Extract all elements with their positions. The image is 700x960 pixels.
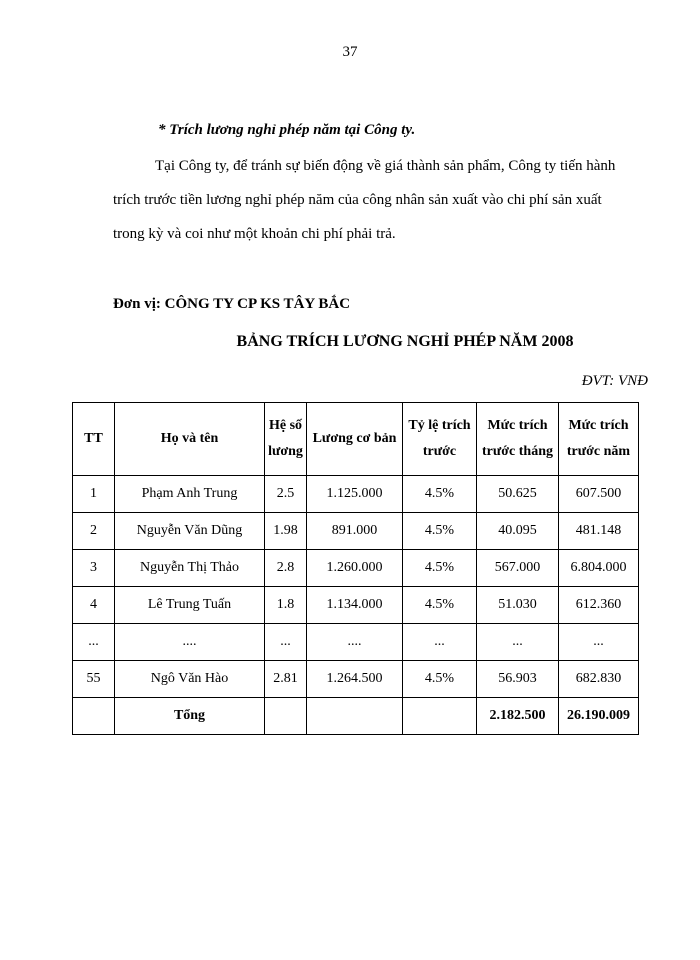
header-cell: TT bbox=[73, 403, 115, 476]
table-cell: .... bbox=[307, 624, 403, 661]
table-row bbox=[73, 624, 639, 661]
header-cell: Mức trích trước tháng bbox=[477, 403, 559, 476]
table-cell: 567.000 bbox=[477, 550, 559, 587]
table-cell: 50.625 bbox=[477, 476, 559, 513]
paragraph-line-2: trích trước tiền lương nghỉ phép năm của công nhân sản xuất vào chi phí sản xuất bbox=[113, 192, 602, 208]
table-cell: Lê Trung Tuấn bbox=[115, 587, 265, 624]
table-cell: 1.134.000 bbox=[307, 587, 403, 624]
table-cell bbox=[73, 698, 115, 735]
unit-note: ĐVT: VNĐ bbox=[581, 373, 648, 389]
table-cell bbox=[403, 698, 477, 735]
paragraph-line-1: Tại Công ty, để tránh sự biến động về giá thành sản phẩm, Công ty tiến hành bbox=[155, 158, 616, 174]
table-row bbox=[73, 476, 639, 513]
table-cell: 1.264.500 bbox=[307, 661, 403, 698]
table-row bbox=[73, 550, 639, 587]
table-cell: 1.125.000 bbox=[307, 476, 403, 513]
table-cell: 1 bbox=[73, 476, 115, 513]
table-cell: ... bbox=[73, 624, 115, 661]
table-cell bbox=[307, 698, 403, 735]
table-cell: 2.5 bbox=[265, 476, 307, 513]
header-cell: Mức trích trước năm bbox=[559, 403, 639, 476]
payroll-table bbox=[72, 402, 639, 735]
table-cell: 4.5% bbox=[403, 476, 477, 513]
table-cell: ... bbox=[265, 624, 307, 661]
table-row bbox=[73, 513, 639, 550]
table-cell: 607.500 bbox=[559, 476, 639, 513]
table-cell: 40.095 bbox=[477, 513, 559, 550]
table-cell: 51.030 bbox=[477, 587, 559, 624]
table-cell: ... bbox=[559, 624, 639, 661]
table-cell: 55 bbox=[73, 661, 115, 698]
table-cell: Phạm Anh Trung bbox=[115, 476, 265, 513]
header-cell: Lương cơ bản bbox=[307, 403, 403, 476]
header-cell: Hệ số lương bbox=[265, 403, 307, 476]
total-monthly: 2.182.500 bbox=[477, 698, 559, 735]
header-cell: Tỷ lệ trích trước bbox=[403, 403, 477, 476]
table-cell: 4 bbox=[73, 587, 115, 624]
table-cell: 4.5% bbox=[403, 513, 477, 550]
paragraph-line-3: trong kỳ và coi như một khoản chi phí phải trả. bbox=[113, 226, 396, 242]
table-cell: ... bbox=[477, 624, 559, 661]
table-cell: 1.8 bbox=[265, 587, 307, 624]
table-header-row bbox=[73, 403, 639, 476]
table-cell: 2.8 bbox=[265, 550, 307, 587]
table-cell: 56.903 bbox=[477, 661, 559, 698]
total-row bbox=[73, 698, 639, 735]
table-cell: Nguyễn Thị Thảo bbox=[115, 550, 265, 587]
table-row bbox=[73, 661, 639, 698]
page-number: 37 bbox=[342, 44, 358, 60]
table-cell bbox=[265, 698, 307, 735]
section-heading: * Trích lương nghỉ phép năm tại Công ty. bbox=[158, 122, 416, 138]
table-cell: 2 bbox=[73, 513, 115, 550]
table-cell: Ngô Văn Hào bbox=[115, 661, 265, 698]
table-cell: 2.81 bbox=[265, 661, 307, 698]
table-cell: 3 bbox=[73, 550, 115, 587]
header-cell: Họ và tên bbox=[115, 403, 265, 476]
table-cell: Nguyễn Văn Dũng bbox=[115, 513, 265, 550]
table-cell: 4.5% bbox=[403, 587, 477, 624]
table-cell: 891.000 bbox=[307, 513, 403, 550]
table-cell: .... bbox=[115, 624, 265, 661]
table-cell: 682.830 bbox=[559, 661, 639, 698]
org-line: Đơn vị: CÔNG TY CP KS TÂY BẮC bbox=[113, 296, 351, 312]
total-yearly: 26.190.009 bbox=[559, 698, 639, 735]
table-row bbox=[73, 587, 639, 624]
table-cell: 1.260.000 bbox=[307, 550, 403, 587]
total-label: Tổng bbox=[115, 698, 265, 735]
table-cell: 4.5% bbox=[403, 550, 477, 587]
table-cell: 4.5% bbox=[403, 661, 477, 698]
table-cell: 612.360 bbox=[559, 587, 639, 624]
table-cell: 6.804.000 bbox=[559, 550, 639, 587]
table-cell: ... bbox=[403, 624, 477, 661]
table-title: BẢNG TRÍCH LƯƠNG NGHỈ PHÉP NĂM 2008 bbox=[236, 333, 574, 350]
table-cell: 481.148 bbox=[559, 513, 639, 550]
intro-paragraph bbox=[113, 149, 643, 251]
table-cell: 1.98 bbox=[265, 513, 307, 550]
